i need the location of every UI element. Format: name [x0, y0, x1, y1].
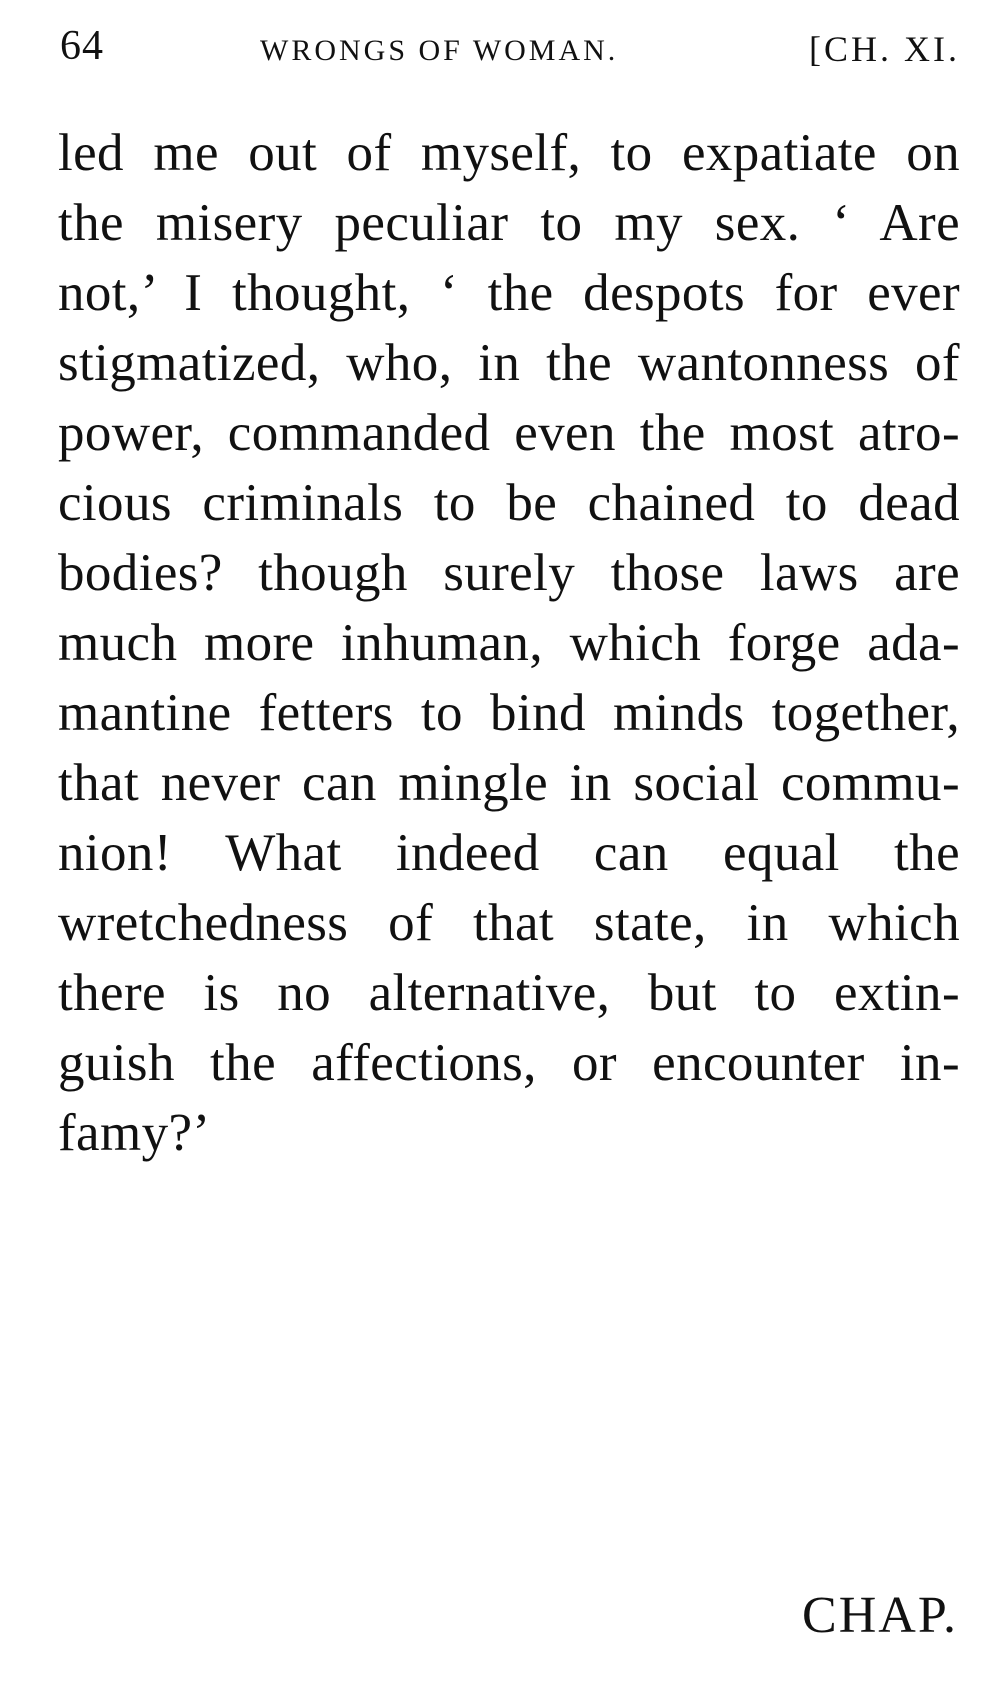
body-text: [58, 118, 960, 1168]
text-line: led me out of myself, to expatiate on: [58, 124, 960, 182]
text-line: famy?’: [58, 1104, 211, 1162]
page-number: 64: [60, 23, 104, 69]
text-line: much more inhuman, which forge ada-: [58, 614, 960, 672]
chapter-reference: [CH. XI.: [809, 29, 960, 69]
text-line: there is no alternative, but to extin-: [58, 964, 960, 1022]
text-line: mantine fetters to bind minds together,: [58, 684, 960, 742]
text-line: guish the affections, or encounter in-: [58, 1034, 960, 1092]
text-line: power, commanded even the most atro-: [58, 404, 960, 462]
text-line: wretchedness of that state, in which: [58, 894, 960, 952]
text-line: that never can mingle in social commu-: [58, 754, 960, 812]
text-line: not,’ I thought, ‘ the despots for ever: [58, 264, 960, 322]
text-line: stigmatized, who, in the wantonness of: [58, 334, 960, 392]
text-line: bodies? though surely those laws are: [58, 544, 960, 602]
text-line: cious criminals to be chained to dead: [58, 474, 960, 532]
running-title: WRONGS OF WOMAN.: [260, 34, 619, 67]
catchword: CHAP.: [802, 1587, 958, 1644]
running-head: [60, 18, 960, 78]
text-line: nion! What indeed can equal the: [58, 824, 960, 882]
text-line: the misery peculiar to my sex. ‘ Are: [58, 194, 960, 252]
